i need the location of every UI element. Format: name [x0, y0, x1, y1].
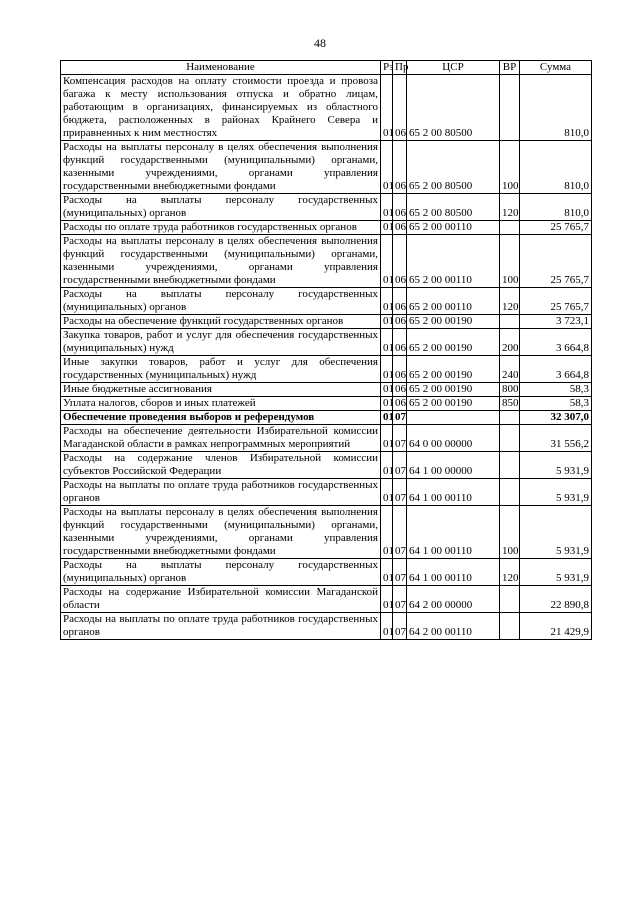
cell-vr: 800 — [500, 383, 520, 397]
column-header-csr: ЦСР — [407, 61, 500, 75]
cell-vr: 120 — [500, 194, 520, 221]
cell-sum: 5 931,9 — [520, 479, 592, 506]
cell-name: Расходы на содержание членов Избирательной комиссии субъектов Российской Федерации — [61, 452, 381, 479]
cell-name: Расходы на выплаты персоналу государственных (муниципальных) органов — [61, 194, 381, 221]
cell-rz: 01 — [381, 586, 393, 613]
cell-csr: 65 2 00 00190 — [407, 397, 500, 411]
cell-vr: 100 — [500, 235, 520, 288]
cell-name: Расходы на выплаты персоналу в целях обеспечения выполнения функций государственными (муниципальными) органами, казенными учреждениями, органами управления государственными внебюджетными фондами — [61, 506, 381, 559]
cell-csr: 65 2 00 00190 — [407, 383, 500, 397]
cell-rz: 01 — [381, 479, 393, 506]
cell-csr: 64 1 00 00110 — [407, 506, 500, 559]
cell-pr: 07 — [393, 452, 407, 479]
cell-rz: 01 — [381, 221, 393, 235]
table-row — [61, 397, 592, 411]
table-header-row — [61, 61, 592, 75]
cell-rz: 01 — [381, 506, 393, 559]
cell-vr — [500, 613, 520, 640]
cell-rz: 01 — [381, 559, 393, 586]
cell-vr — [500, 315, 520, 329]
cell-rz: 01 — [381, 194, 393, 221]
cell-pr: 06 — [393, 288, 407, 315]
cell-csr: 64 0 00 00000 — [407, 425, 500, 452]
cell-sum: 31 556,2 — [520, 425, 592, 452]
cell-csr: 64 2 00 00110 — [407, 613, 500, 640]
cell-csr: 65 2 00 00110 — [407, 235, 500, 288]
cell-pr: 06 — [393, 75, 407, 141]
cell-sum: 3 723,1 — [520, 315, 592, 329]
cell-rz: 01 — [381, 288, 393, 315]
cell-sum: 25 765,7 — [520, 288, 592, 315]
cell-pr: 06 — [393, 397, 407, 411]
cell-pr: 07 — [393, 425, 407, 452]
cell-name: Расходы на выплаты персоналу государственных (муниципальных) органов — [61, 288, 381, 315]
cell-csr — [407, 411, 500, 425]
cell-vr — [500, 411, 520, 425]
cell-rz: 01 — [381, 141, 393, 194]
cell-sum: 25 765,7 — [520, 235, 592, 288]
cell-name: Уплата налогов, сборов и иных платежей — [61, 397, 381, 411]
cell-rz: 01 — [381, 411, 393, 425]
table-row — [61, 235, 592, 288]
cell-name: Расходы на выплаты по оплате труда работников государственных органов — [61, 479, 381, 506]
table-row — [61, 506, 592, 559]
cell-name: Расходы на выплаты персоналу в целях обеспечения выполнения функций государственными (муниципальными) органами, казенными учреждениями, органами управления государственными внебюджетными фондами — [61, 235, 381, 288]
cell-sum: 5 931,9 — [520, 452, 592, 479]
cell-rz: 01 — [381, 315, 393, 329]
cell-name: Иные бюджетные ассигнования — [61, 383, 381, 397]
cell-sum: 5 931,9 — [520, 559, 592, 586]
budget-table — [60, 60, 592, 640]
cell-rz: 01 — [381, 397, 393, 411]
table-row — [61, 613, 592, 640]
cell-pr: 07 — [393, 479, 407, 506]
table-row — [61, 75, 592, 141]
cell-pr: 06 — [393, 383, 407, 397]
column-header-pr: Пр — [393, 61, 407, 75]
cell-name: Расходы на обеспечение деятельности Избирательной комиссии Магаданской области в рамках непрограммных мероприятий — [61, 425, 381, 452]
cell-name: Расходы на выплаты персоналу государственных (муниципальных) органов — [61, 559, 381, 586]
cell-vr: 240 — [500, 356, 520, 383]
table-row — [61, 411, 592, 425]
table-row — [61, 288, 592, 315]
cell-rz: 01 — [381, 425, 393, 452]
cell-csr: 64 1 00 00110 — [407, 479, 500, 506]
cell-vr — [500, 586, 520, 613]
cell-pr: 07 — [393, 559, 407, 586]
cell-name: Расходы на выплаты по оплате труда работников государственных органов — [61, 613, 381, 640]
column-header-name: Наименование — [61, 61, 381, 75]
cell-name: Иные закупки товаров, работ и услуг для обеспечения государственных (муниципальных) нужд — [61, 356, 381, 383]
cell-rz: 01 — [381, 452, 393, 479]
cell-csr: 65 2 00 00190 — [407, 315, 500, 329]
cell-sum: 25 765,7 — [520, 221, 592, 235]
table-row — [61, 221, 592, 235]
cell-name: Расходы на обеспечение функций государственных органов — [61, 315, 381, 329]
column-header-rz: Рз — [381, 61, 393, 75]
cell-name: Расходы на содержание Избирательной комиссии Магаданской области — [61, 586, 381, 613]
cell-rz: 01 — [381, 235, 393, 288]
cell-sum: 5 931,9 — [520, 506, 592, 559]
cell-vr — [500, 75, 520, 141]
cell-pr: 07 — [393, 613, 407, 640]
column-header-vr: ВР — [500, 61, 520, 75]
table-row — [61, 425, 592, 452]
table-row — [61, 356, 592, 383]
table-row — [61, 479, 592, 506]
cell-sum: 58,3 — [520, 383, 592, 397]
cell-sum: 21 429,9 — [520, 613, 592, 640]
cell-csr: 65 2 00 00190 — [407, 356, 500, 383]
table-row — [61, 329, 592, 356]
cell-rz: 01 — [381, 356, 393, 383]
column-header-sum: Сумма — [520, 61, 592, 75]
cell-vr: 850 — [500, 397, 520, 411]
cell-csr: 64 1 00 00110 — [407, 559, 500, 586]
cell-rz: 01 — [381, 383, 393, 397]
cell-csr: 65 2 00 00110 — [407, 288, 500, 315]
cell-pr: 06 — [393, 235, 407, 288]
cell-pr: 06 — [393, 329, 407, 356]
cell-sum: 810,0 — [520, 194, 592, 221]
cell-sum: 3 664,8 — [520, 329, 592, 356]
cell-name: Обеспечение проведения выборов и референдумов — [61, 411, 381, 425]
cell-name: Расходы на выплаты персоналу в целях обеспечения выполнения функций государственными (муниципальными) органами, казенными учреждениями, органами управления государственными внебюджетными фондами — [61, 141, 381, 194]
cell-pr: 07 — [393, 586, 407, 613]
cell-vr — [500, 221, 520, 235]
cell-csr: 65 2 00 80500 — [407, 75, 500, 141]
cell-sum: 58,3 — [520, 397, 592, 411]
cell-sum: 3 664,8 — [520, 356, 592, 383]
cell-csr: 65 2 00 00190 — [407, 329, 500, 356]
table-row — [61, 141, 592, 194]
cell-name: Компенсация расходов на оплату стоимости проезда и провоза багажа к месту использования отпуска и обратно лицам, работающим в организациях, финансируемых из областного бюджета, расположенных в районах Крайнего Севера и приравненных к ним местностях — [61, 75, 381, 141]
cell-csr: 64 2 00 00000 — [407, 586, 500, 613]
cell-vr: 120 — [500, 288, 520, 315]
cell-rz: 01 — [381, 75, 393, 141]
page-number: 48 — [314, 36, 326, 50]
cell-pr: 06 — [393, 141, 407, 194]
cell-csr: 65 2 00 80500 — [407, 194, 500, 221]
cell-name: Закупка товаров, работ и услуг для обеспечения государственных (муниципальных) нужд — [61, 329, 381, 356]
cell-vr: 100 — [500, 506, 520, 559]
cell-pr: 06 — [393, 356, 407, 383]
table-row — [61, 452, 592, 479]
cell-csr: 65 2 00 80500 — [407, 141, 500, 194]
cell-vr — [500, 425, 520, 452]
cell-vr — [500, 452, 520, 479]
cell-sum: 22 890,8 — [520, 586, 592, 613]
cell-sum: 32 307,0 — [520, 411, 592, 425]
cell-vr: 100 — [500, 141, 520, 194]
cell-name: Расходы по оплате труда работников государственных органов — [61, 221, 381, 235]
table-row — [61, 315, 592, 329]
cell-pr: 06 — [393, 194, 407, 221]
cell-csr: 64 1 00 00000 — [407, 452, 500, 479]
cell-vr: 120 — [500, 559, 520, 586]
table-row — [61, 586, 592, 613]
cell-rz: 01 — [381, 329, 393, 356]
cell-pr: 07 — [393, 411, 407, 425]
table-row — [61, 194, 592, 221]
table-row — [61, 559, 592, 586]
cell-vr — [500, 479, 520, 506]
cell-csr: 65 2 00 00110 — [407, 221, 500, 235]
cell-pr: 06 — [393, 315, 407, 329]
table-body — [61, 75, 592, 640]
cell-sum: 810,0 — [520, 75, 592, 141]
cell-pr: 06 — [393, 221, 407, 235]
cell-vr: 200 — [500, 329, 520, 356]
cell-pr: 07 — [393, 506, 407, 559]
table-row — [61, 383, 592, 397]
cell-sum: 810,0 — [520, 141, 592, 194]
cell-rz: 01 — [381, 613, 393, 640]
